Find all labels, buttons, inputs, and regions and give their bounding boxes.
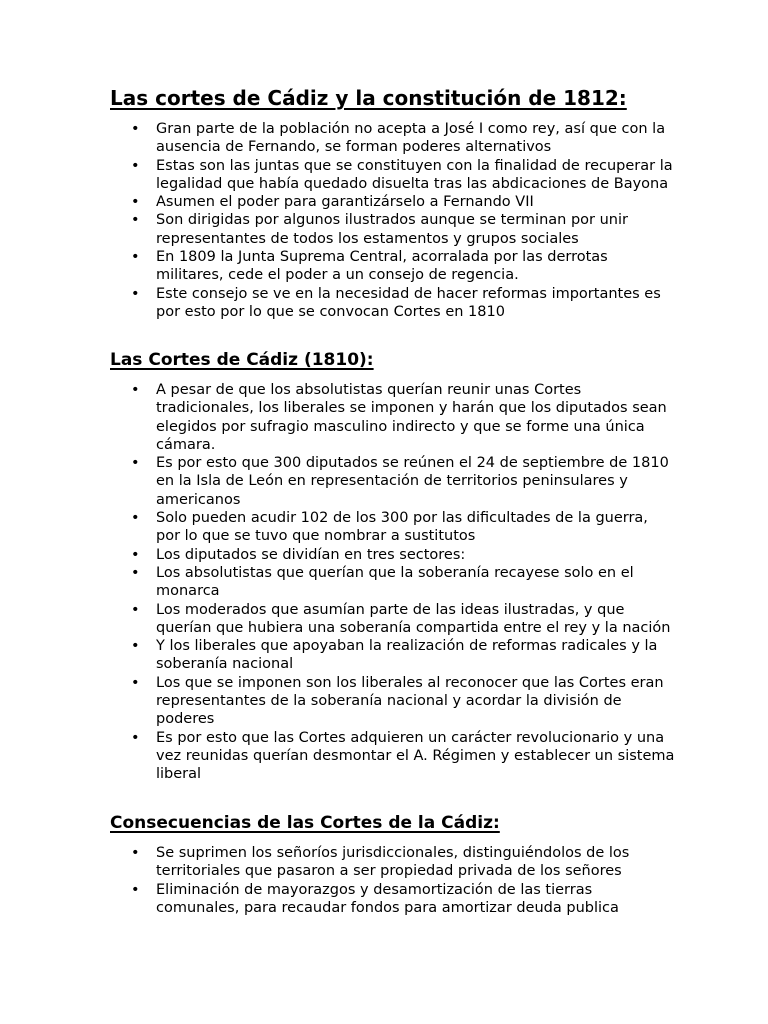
list-item: • Y los liberales que apoyaban la realización de reformas radicales y la soberanía nacional: [156, 637, 676, 674]
list-item: • A pesar de que los absolutistas querían reunir unas Cortes tradicionales, los liberales se imponen y harán que los diputados sean elegidos por sufragio masculino indirecto y que se forme una única cámara.: [156, 381, 676, 454]
list-item: • Es por esto que las Cortes adquieren un carácter revolucionario y una vez reunidas querían desmontar el A. Régimen y establecer un sistema liberal: [156, 729, 676, 784]
list-item: • Solo pueden acudir 102 de los 300 por las dificultades de la guerra, por lo que se tuvo que nombrar a sustitutos: [156, 509, 676, 546]
list-item: • Los absolutistas que querían que la soberanía recayese solo en el monarca: [156, 564, 676, 601]
list-item: • Gran parte de la población no acepta a José I como rey, así que con la ausencia de Fernando, se forman poderes alternativos: [156, 120, 676, 157]
list-item: • Se suprimen los señoríos jurisdiccionales, distinguiéndolos de los territoriales que pasaron a ser propiedad privada de los señores: [156, 844, 676, 881]
section3-title: Consecuencias de las Cortes de la Cádiz:: [110, 813, 500, 833]
list-item: • Eliminación de mayorazgos y desamortización de las tierras comunales, para recaudar fondos para amortizar deuda publica: [156, 881, 676, 918]
section2-list: [156, 381, 676, 784]
list-item: • Son dirigidas por algunos ilustrados aunque se terminan por unir representantes de todos los estamentos y grupos sociales: [156, 211, 676, 248]
section3-list: [156, 844, 676, 917]
list-item: • Los moderados que asumían parte de las ideas ilustradas, y que querían que hubiera una soberanía compartida entre el rey y la nación: [156, 601, 676, 638]
section1-list: [156, 120, 676, 321]
section2-title: Las Cortes de Cádiz (1810):: [110, 350, 374, 370]
section1-title: Las cortes de Cádiz y la constitución de 1812:: [110, 86, 627, 110]
list-item: • Es por esto que 300 diputados se reúnen el 24 de septiembre de 1810 en la Isla de León en representación de territorios peninsulares y americanos: [156, 454, 676, 509]
list-item: • Estas son las juntas que se constituyen con la finalidad de recuperar la legalidad que había quedado disuelta tras las abdicaciones de Bayona: [156, 157, 676, 194]
list-item: • En 1809 la Junta Suprema Central, acorralada por las derrotas militares, cede el poder a un consejo de regencia.: [156, 248, 676, 285]
list-item: • Este consejo se ve en la necesidad de hacer reformas importantes es por esto por lo que se convocan Cortes en 1810: [156, 285, 676, 322]
list-item: • Los que se imponen son los liberales al reconocer que las Cortes eran representantes de la soberanía nacional y acordar la división de poderes: [156, 674, 676, 729]
list-item: • Asumen el poder para garantizárselo a Fernando VII: [156, 193, 676, 211]
list-item: • Los diputados se dividían en tres sectores:: [156, 546, 676, 564]
